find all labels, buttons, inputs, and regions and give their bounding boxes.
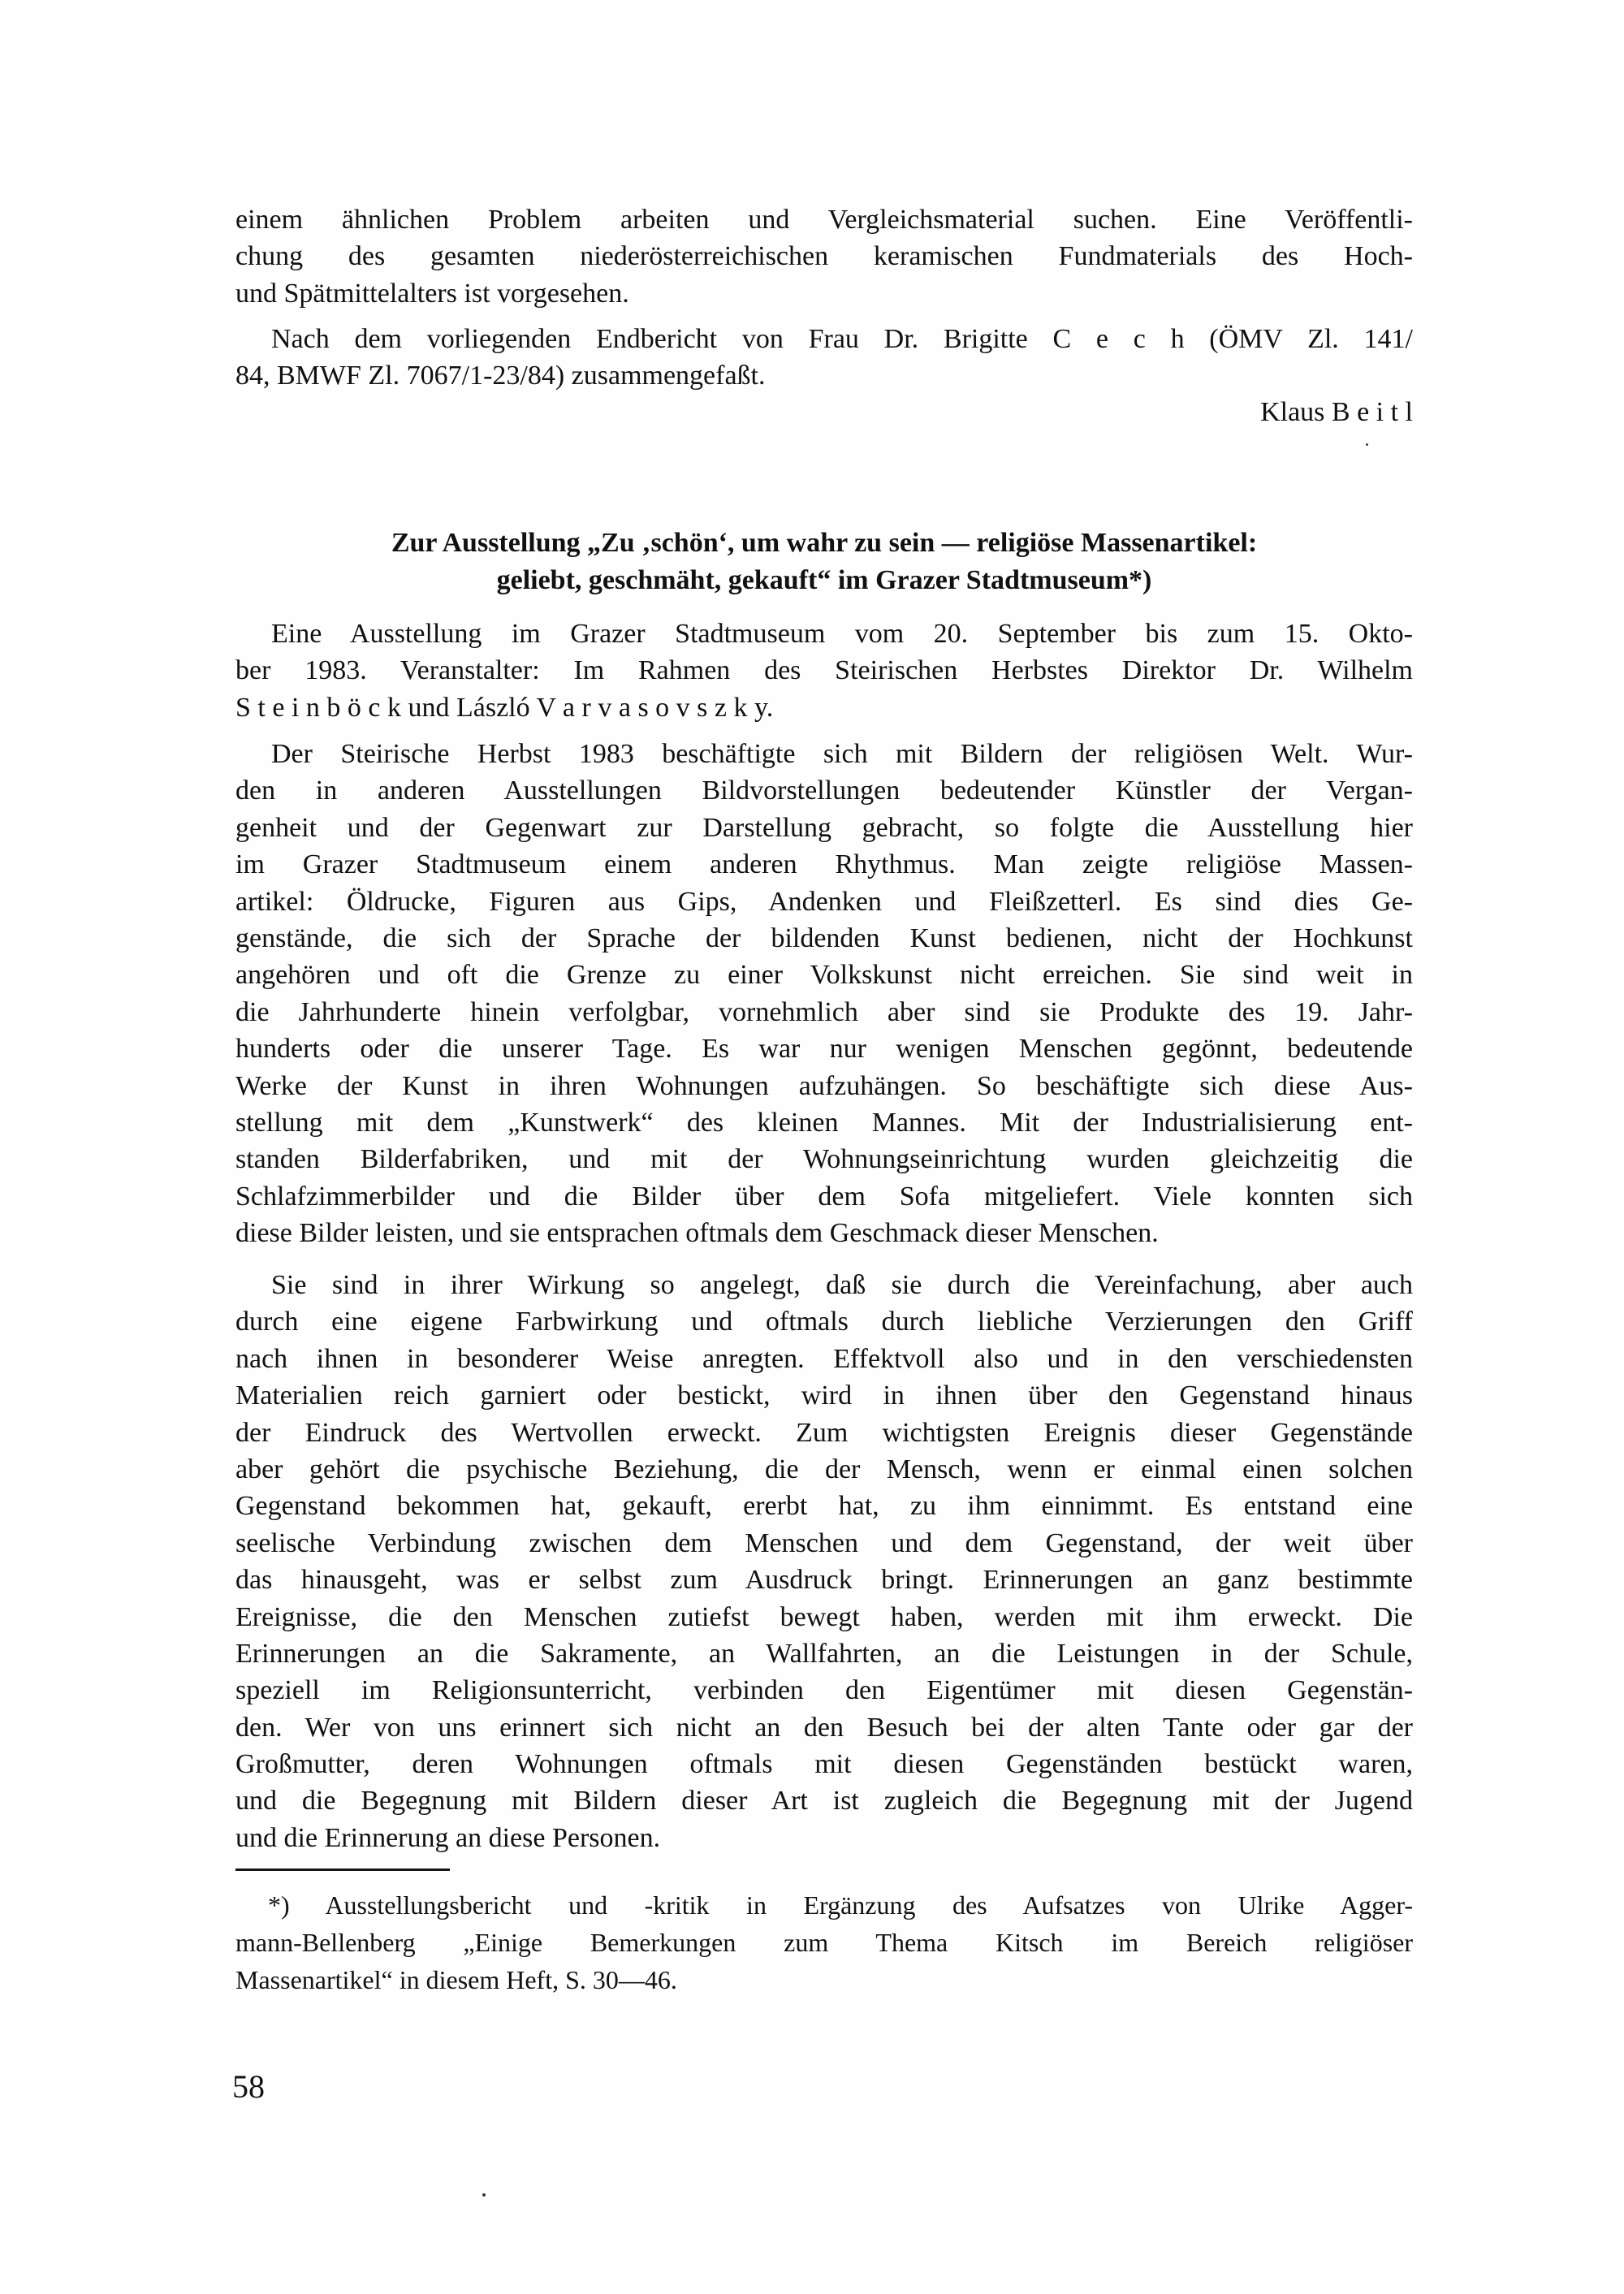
text-line: aber gehört die psychische Beziehung, die der Mensch, wenn er einmal einen solchen xyxy=(235,1454,1413,1484)
text-line: mann-Bellenberg „Einige Bemerkungen zum Thema Kitsch im Bereich religiöser xyxy=(235,1928,1413,1957)
text-line: chung des gesamten niederösterreichischen keramischen Fundmaterials des Hoch- xyxy=(235,241,1413,272)
text-line: Sie sind in ihrer Wirkung so angelegt, daß sie durch die Vereinfachung, aber auch xyxy=(271,1270,1413,1300)
text-line: stellung mit dem „Kunstwerk“ des kleinen Mannes. Mit der Industrialisierung ent- xyxy=(235,1107,1413,1138)
intro-paragraph-1 xyxy=(235,201,1413,312)
article-paragraph-3 xyxy=(235,1267,1413,1856)
text-line: und die Begegnung mit Bildern dieser Art ist zugleich die Begegnung mit der Jugend xyxy=(235,1786,1413,1817)
text-line: 84, BMWF Zl. 7067/1-23/84) zusammengefaßt. xyxy=(235,361,766,391)
page-number: 58 xyxy=(232,2068,265,2105)
text-line: Eine Ausstellung im Grazer Stadtmuseum vom 20. September bis zum 15. Okto- xyxy=(271,619,1413,649)
text-line: Massenartikel“ in diesem Heft, S. 30—46. xyxy=(235,1965,677,1994)
text-line: Erinnerungen an die Sakramente, an Wallfahrten, an die Leistungen in der Schule, xyxy=(235,1638,1413,1669)
text-line: durch eine eigene Farbwirkung und oftmals durch liebliche Verzierungen den Griff xyxy=(235,1307,1413,1337)
text-line: im Grazer Stadtmuseum einem anderen Rhythmus. Man zeigte religiöse Massen- xyxy=(235,849,1413,880)
author-byline xyxy=(235,394,1413,430)
text-line: das hinausgeht, was er selbst zum Ausdruck bringt. Erinnerungen an ganz bestimmte xyxy=(235,1565,1413,1596)
text-line: den. Wer von uns erinnert sich nicht an den Besuch bei der alten Tante oder gar der xyxy=(235,1712,1413,1743)
article-paragraph-2 xyxy=(235,736,1413,1251)
text-line: einem ähnlichen Problem arbeiten und Vergleichsmaterial suchen. Eine Veröffentli- xyxy=(235,205,1413,235)
text-line: genstände, die sich der Sprache der bildenden Kunst bedienen, nicht der Hochkunst xyxy=(235,922,1413,953)
text-line: nach ihnen in besonderer Weise anregten. Effektvoll also und in den verschiedensten xyxy=(235,1343,1413,1374)
text-line: seelische Verbindung zwischen dem Menschen und dem Gegenstand, der weit über xyxy=(235,1527,1413,1558)
article-title-line-2: geliebt, geschmäht, gekauft“ im Grazer Stadtmuseum*) xyxy=(496,565,1152,595)
text-line: genheit und der Gegenwart zur Darstellung gebracht, so folgte die Ausstellung hier xyxy=(235,812,1413,843)
text-line: speziell im Religionsunterricht, verbinden den Eigentümer mit diesen Gegenstän- xyxy=(235,1675,1413,1706)
text-line: diese Bilder leisten, und sie entsprachen oftmals dem Geschmack dieser Menschen. xyxy=(235,1218,1159,1249)
text-line: der Eindruck des Wertvollen erweckt. Zum wichtigsten Ereignis dieser Gegenstände xyxy=(235,1417,1413,1448)
scan-speck xyxy=(482,2193,486,2197)
text-line: standen Bilderfabriken, und mit der Wohnungseinrichtung wurden gleichzeitig die xyxy=(235,1144,1413,1175)
text-line: ber 1983. Veranstalter: Im Rahmen des Steirischen Herbstes Direktor Dr. Wilhelm xyxy=(235,655,1413,686)
text-line: und die Erinnerung an diese Personen. xyxy=(235,1822,661,1853)
article-paragraph-1 xyxy=(235,616,1413,726)
text-line: hunderts oder die unserer Tage. Es war nur wenigen Menschen gegönnt, bedeutende xyxy=(235,1034,1413,1065)
scan-speck xyxy=(1366,443,1368,446)
text-line: S t e i n b ö c k und László V a r v a s o v s z k y. xyxy=(235,692,774,723)
text-line: Ereignisse, die den Menschen zutiefst bewegt haben, werden mit ihm erweckt. Die xyxy=(235,1601,1413,1632)
text-line: Werke der Kunst in ihren Wohnungen aufzuhängen. So beschäftigte sich diese Aus- xyxy=(235,1070,1413,1101)
text-line: angehören und oft die Grenze zu einer Volkskunst nicht erreichen. Sie sind weit in xyxy=(235,960,1413,991)
text-line: die Jahrhunderte hinein verfolgbar, vornehmlich aber sind sie Produkte des 19. Jahr- xyxy=(235,996,1413,1027)
text-line: Schlafzimmerbilder und die Bilder über dem Sofa mitgeliefert. Viele konnten sich xyxy=(235,1181,1413,1212)
text-line: Der Steirische Herbst 1983 beschäftigte sich mit Bildern der religiösen Welt. Wur- xyxy=(271,739,1413,769)
text-line: Nach dem vorliegenden Endbericht von Frau Dr. Brigitte C e c h (ÖMV Zl. 141/ xyxy=(271,324,1413,354)
intro-paragraph-2 xyxy=(235,321,1413,395)
text-line: artikel: Öldrucke, Figuren aus Gips, Andenken und Fleißzetterl. Es sind dies Ge- xyxy=(235,886,1413,917)
author-name: Klaus B e i t l xyxy=(1260,397,1413,427)
text-line: Materialien reich garniert oder bestickt, wird in ihnen über den Gegenstand hinaus xyxy=(235,1380,1413,1411)
text-line: Gegenstand bekommen hat, gekauft, ererbt hat, zu ihm einnimmt. Es entstand eine xyxy=(235,1491,1413,1522)
footnote xyxy=(235,1886,1413,1998)
article-title xyxy=(235,525,1413,599)
text-line: und Spätmittelalters ist vorgesehen. xyxy=(235,278,629,309)
article-title-line-1: Zur Ausstellung „Zu ‚schön‘, um wahr zu sein — religiöse Massenartikel: xyxy=(391,528,1258,558)
text-line: den in anderen Ausstellungen Bildvorstellungen bedeutender Künstler der Vergan- xyxy=(235,775,1413,806)
footnote-rule xyxy=(235,1868,450,1871)
text-line: Großmutter, deren Wohnungen oftmals mit diesen Gegenständen bestückt waren, xyxy=(235,1749,1413,1780)
text-line: *) Ausstellungsbericht und -kritik in Ergänzung des Aufsatzes von Ulrike Agger- xyxy=(268,1890,1413,1920)
